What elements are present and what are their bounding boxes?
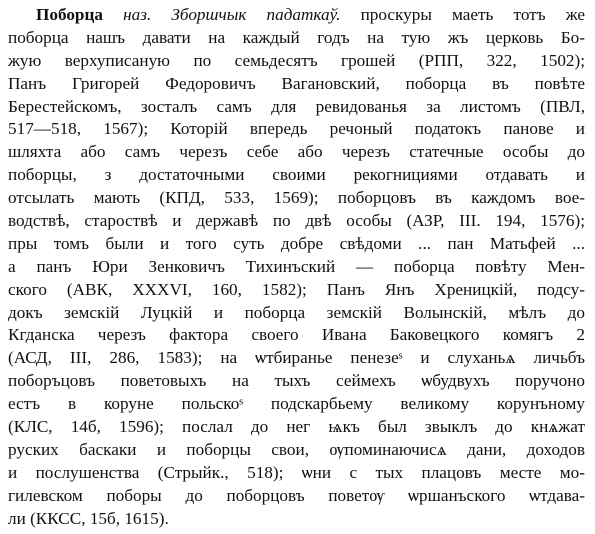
entry-line: пры томъ были и того суть добре свѣдоми ... пан Матьфей ... xyxy=(8,233,585,253)
entry-line: Кгданска черезъ фактора своего Ивана Баковецкого комягъ 2 xyxy=(8,325,585,345)
entry-line: отсылать мають (КПД, 533, 1569); поборцовъ въ каждомъ вое- xyxy=(8,188,585,208)
entry-line: (КЛС, 14б, 1596); послал до нег ѩкъ был звыклъ до кнѧжат xyxy=(8,417,585,437)
entry-line: докъ земскій Луцкій и поборца земскій Волынскій, мѣлъ до xyxy=(8,302,585,322)
entry-line: жую верхуписаную по семьдесятъ грошей (РПП, 322, 1502); xyxy=(8,50,585,70)
entry-line: водствѣ, староствѣ и державѣ по двѣ особы (АЗР, III. 194, 1576); xyxy=(8,211,585,231)
entry-line xyxy=(8,4,585,27)
entry-line: поборъцовъ поветовыхъ на тыхъ сеймехъ ѡбудвухъ поручоно xyxy=(8,371,585,391)
entry-line-text: проскуры маеть тотъ же xyxy=(340,5,585,24)
entry-line: Панъ Григорей Федоровичъ Вагановский, поборца въ повѣте xyxy=(8,73,585,93)
entry-line: Берестейскомъ, зосталъ самъ для ревидованья за листомъ (ПВЛ, xyxy=(8,96,585,116)
entry-line: руских баскаки и поборцы свои, ѹпоминаючисѧ дани, доходов xyxy=(8,439,585,459)
entry-line: 517—518, 1567); Которій впередь речоный податокъ панове и xyxy=(8,119,585,139)
entry-line: шляхта або самъ черезъ себе або черезъ статечные особы до xyxy=(8,142,585,162)
entry-line: ского (АВК, XXXVI, 160, 1582); Панъ Янъ Хреницкій, подсу- xyxy=(8,279,585,299)
entry-line: гилевском поборы до поборцовъ поветѹ ѡршанъского ѡтдава- xyxy=(8,485,585,505)
entry-line: а панъ Юри Зенковичъ Тихинъский — поборца повѣту Мен- xyxy=(8,256,585,276)
entry-line: (АСД, III, 286, 1583); на ѡтбиранье пенезеˢ и слуханьѧ личьбъ xyxy=(8,348,585,368)
dictionary-entry xyxy=(8,4,585,530)
entry-headword: Поборца xyxy=(36,5,103,24)
entry-gloss: наз. Зборшчык падаткаў. xyxy=(123,5,341,24)
entry-line: поборцы, з достаточными своими рекогнициями отдавать и xyxy=(8,165,585,185)
entry-line: естъ в коруне польскоˢ подскарбьему великому корунъному xyxy=(8,394,585,414)
entry-line: ли (ККСС, 15б, 1615). xyxy=(8,508,169,528)
entry-line: поборца нашъ давати на каждый годъ на тую жъ церковь Бо- xyxy=(8,27,585,47)
entry-line: и послушенства (Стрыйк., 518); ѡни с тых плацовъ месте мо- xyxy=(8,462,585,482)
